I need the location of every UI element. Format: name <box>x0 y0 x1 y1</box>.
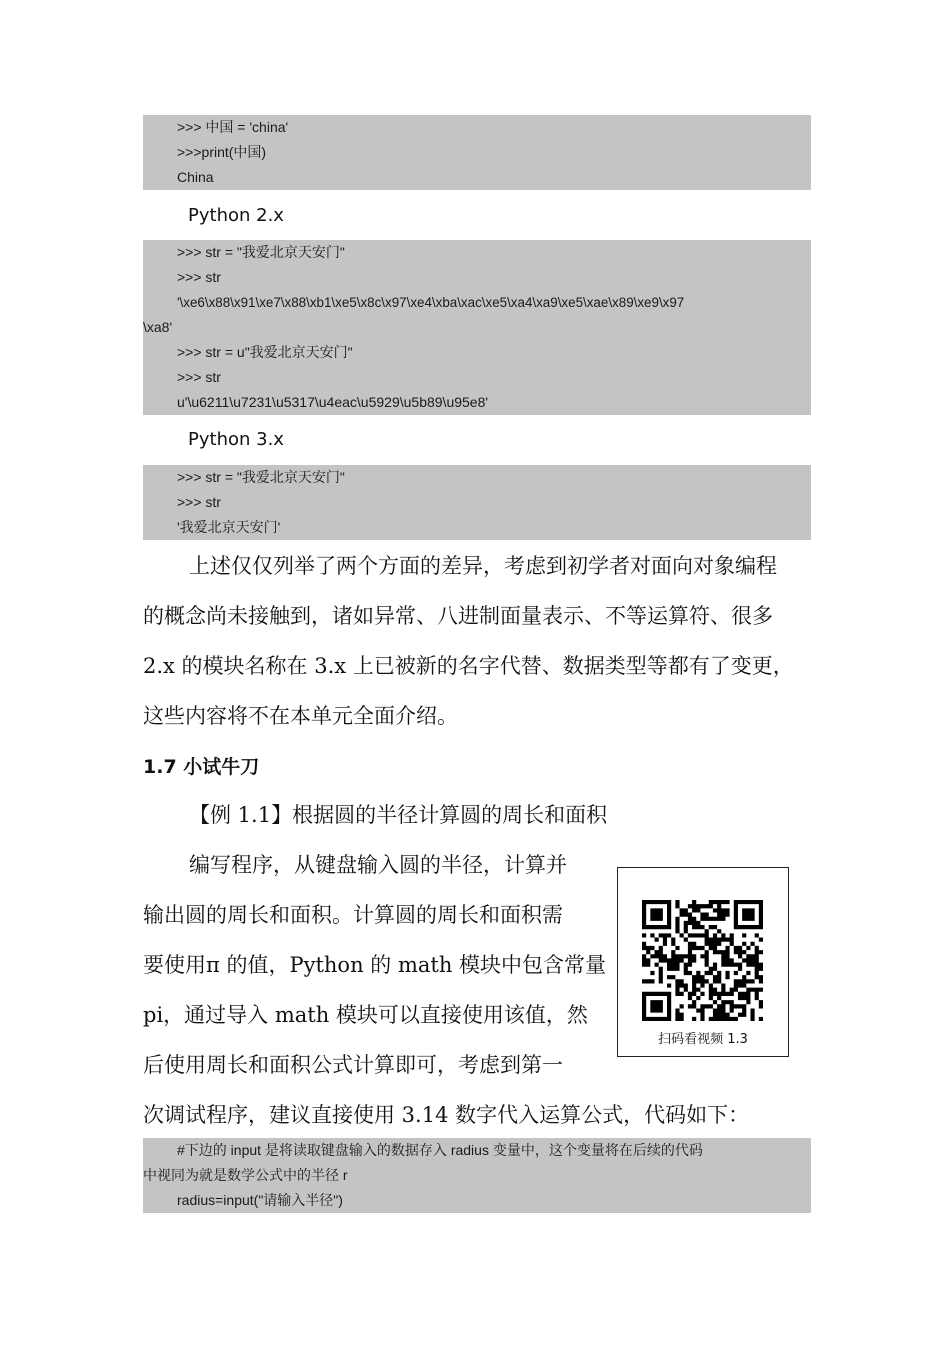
qr-caption: 扫码看视频 1.3 <box>658 1032 748 1047</box>
code-line: u'\u6211\u7231\u5317\u4eac\u5929\u5b89\u95e8' <box>177 394 489 410</box>
example-title-text: 【例 1.1】根据圆的半径计算圆的周长和面积 <box>189 803 608 827</box>
text-line: 上述仅仅列举了两个方面的差异，考虑到初学者对面向对象编程 <box>189 554 777 578</box>
code-line: \xa8' <box>143 319 173 335</box>
text-line: 这些内容将不在本单元全面介绍。 <box>143 704 458 728</box>
code-line: #下边的 input 是将读取键盘输入的数据存入 radius 变量中，这个变量将在后续的代码 <box>177 1142 703 1158</box>
text-line: 次调试程序，建议直接使用 3.14 数字代入运算公式，代码如下： <box>143 1103 750 1127</box>
text-line: 输出圆的周长和面积。计算圆的周长和面积需 <box>143 903 563 927</box>
code-line: >>> str <box>177 369 221 385</box>
code-line: >>> str = "我爱北京天安门" <box>177 244 345 260</box>
text-line: 的概念尚未接触到，诸如异常、八进制面量表示、不等运算符、很多 <box>143 604 773 628</box>
code-block-4 <box>143 1138 811 1213</box>
code-block-2 <box>143 240 811 415</box>
code-line: radius=input("请输入半径") <box>177 1192 343 1208</box>
text-line: 编写程序，从键盘输入圆的半径，计算并 <box>189 853 567 877</box>
code-block-3 <box>143 465 811 540</box>
code-line: >>> str = "我爱北京天安门" <box>177 469 345 485</box>
code-line: >>> str <box>177 269 221 285</box>
code-line: >>> str <box>177 494 221 510</box>
code-block-1 <box>143 115 811 190</box>
text-line: 要使用π 的值，Python 的 math 模块中包含常量 <box>143 953 607 977</box>
code-line: '\xe6\x88\x91\xe7\x88\xb1\xe5\x8c\x97\xe4\xba\xac\xe5\xa4\xa9\xe5\xae\x89\xe9\x97 <box>177 295 685 310</box>
python3-label: Python 3.x <box>188 429 284 450</box>
code-line: >>>print(中国) <box>177 144 267 160</box>
qr-code-icon[interactable] <box>642 900 763 1021</box>
qr-code-box[interactable] <box>617 867 789 1057</box>
text-line: pi，通过导入 math 模块可以直接使用该值，然 <box>143 1003 588 1027</box>
code-line: China <box>177 169 214 185</box>
code-line: >>> str = u"我爱北京天安门" <box>177 344 353 360</box>
text-line: 后使用周长和面积公式计算即可，考虑到第一 <box>143 1053 563 1077</box>
text-line: 2.x 的模块名称在 3.x 上已被新的名字代替、数据类型等都有了变更， <box>143 654 794 678</box>
paragraph-differences <box>143 541 811 741</box>
code-line: >>> 中国 = 'china' <box>177 119 289 135</box>
section-heading: 1.7 小试牛刀 <box>143 756 260 778</box>
example-title <box>143 790 811 840</box>
python2-label: Python 2.x <box>188 205 284 226</box>
code-line: 中视同为就是数学公式中的半径 r <box>143 1167 348 1183</box>
code-line: '我爱北京天安门' <box>177 519 281 535</box>
